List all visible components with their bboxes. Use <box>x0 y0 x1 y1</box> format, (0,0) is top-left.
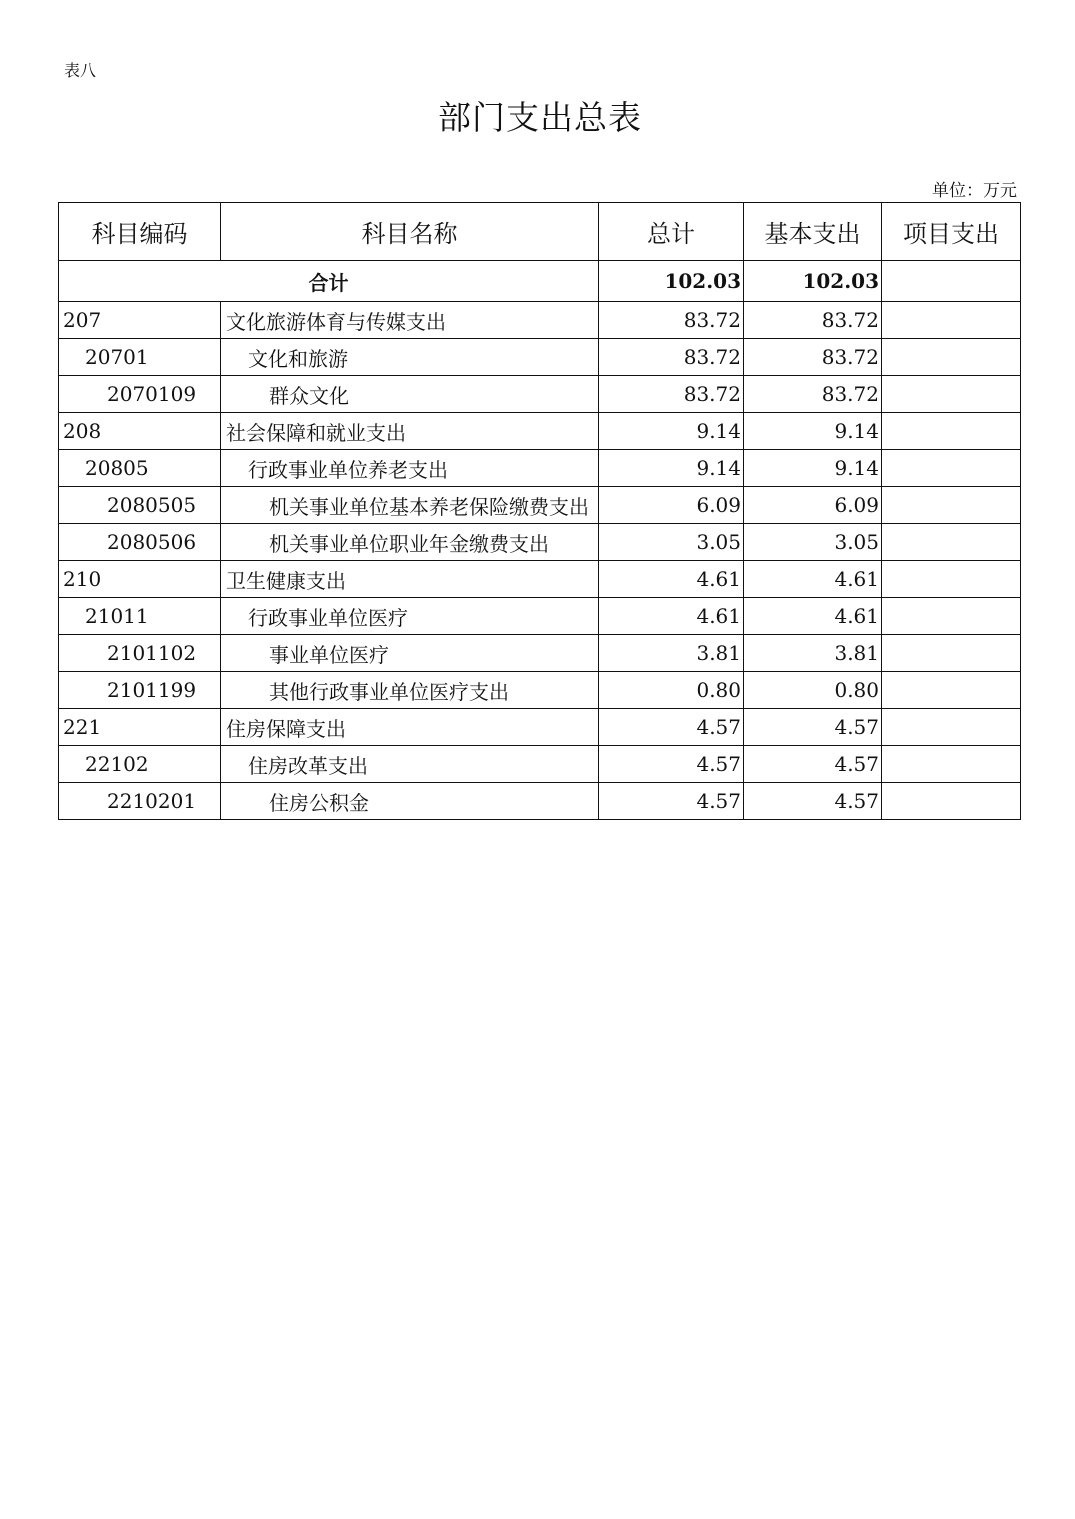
table-row <box>59 598 1021 635</box>
row-total: 4.57 <box>599 709 744 746</box>
row-basic: 3.81 <box>744 635 882 672</box>
row-total: 0.80 <box>599 672 744 709</box>
row-basic: 4.57 <box>744 783 882 820</box>
row-code: 2210201 <box>59 783 221 820</box>
row-total: 9.14 <box>599 413 744 450</box>
row-name: 住房改革支出 <box>221 746 599 783</box>
total-basic: 102.03 <box>744 261 882 302</box>
table-row <box>59 413 1021 450</box>
row-project <box>882 302 1021 339</box>
row-name: 其他行政事业单位医疗支出 <box>221 672 599 709</box>
col-header-project: 项目支出 <box>882 203 1021 261</box>
row-project <box>882 561 1021 598</box>
row-total: 4.61 <box>599 598 744 635</box>
row-basic: 4.61 <box>744 598 882 635</box>
row-total: 3.05 <box>599 524 744 561</box>
row-project <box>882 635 1021 672</box>
row-basic: 4.57 <box>744 746 882 783</box>
row-name: 行政事业单位医疗 <box>221 598 599 635</box>
row-total: 83.72 <box>599 302 744 339</box>
row-code: 2101199 <box>59 672 221 709</box>
row-name: 文化旅游体育与传媒支出 <box>221 302 599 339</box>
row-total: 4.57 <box>599 783 744 820</box>
row-total: 9.14 <box>599 450 744 487</box>
row-basic: 83.72 <box>744 376 882 413</box>
row-project <box>882 376 1021 413</box>
row-basic: 83.72 <box>744 302 882 339</box>
row-basic: 4.61 <box>744 561 882 598</box>
row-code: 2070109 <box>59 376 221 413</box>
row-code: 20701 <box>59 339 221 376</box>
row-code: 2101102 <box>59 635 221 672</box>
table-id: 表八 <box>64 61 97 80</box>
table-row <box>59 746 1021 783</box>
row-basic: 83.72 <box>744 339 882 376</box>
table-row <box>59 487 1021 524</box>
row-name: 行政事业单位养老支出 <box>221 450 599 487</box>
row-basic: 0.80 <box>744 672 882 709</box>
row-name: 群众文化 <box>221 376 599 413</box>
row-name: 社会保障和就业支出 <box>221 413 599 450</box>
row-project <box>882 598 1021 635</box>
expenditure-table <box>58 202 1021 820</box>
total-label: 合计 <box>59 261 599 302</box>
table-row <box>59 672 1021 709</box>
col-header-total: 总计 <box>599 203 744 261</box>
row-basic: 4.57 <box>744 709 882 746</box>
row-name: 事业单位医疗 <box>221 635 599 672</box>
col-header-code: 科目编码 <box>59 203 221 261</box>
row-project <box>882 413 1021 450</box>
row-code: 210 <box>59 561 221 598</box>
row-name: 卫生健康支出 <box>221 561 599 598</box>
row-total: 6.09 <box>599 487 744 524</box>
row-code: 207 <box>59 302 221 339</box>
row-total: 4.57 <box>599 746 744 783</box>
row-code: 2080505 <box>59 487 221 524</box>
row-project <box>882 746 1021 783</box>
row-name: 文化和旅游 <box>221 339 599 376</box>
table-row <box>59 524 1021 561</box>
row-basic: 3.05 <box>744 524 882 561</box>
row-code: 21011 <box>59 598 221 635</box>
row-total: 4.61 <box>599 561 744 598</box>
row-project <box>882 339 1021 376</box>
total-sum: 102.03 <box>599 261 744 302</box>
row-code: 2080506 <box>59 524 221 561</box>
table-row <box>59 339 1021 376</box>
row-name: 机关事业单位基本养老保险缴费支出 <box>221 487 599 524</box>
total-row <box>59 261 1021 302</box>
row-project <box>882 450 1021 487</box>
row-project <box>882 524 1021 561</box>
row-total: 83.72 <box>599 376 744 413</box>
col-header-name: 科目名称 <box>221 203 599 261</box>
col-header-basic: 基本支出 <box>744 203 882 261</box>
table-row <box>59 450 1021 487</box>
row-basic: 6.09 <box>744 487 882 524</box>
row-code: 22102 <box>59 746 221 783</box>
row-project <box>882 672 1021 709</box>
unit-label: 单位：万元 <box>932 181 1017 201</box>
table-row <box>59 709 1021 746</box>
row-name: 机关事业单位职业年金缴费支出 <box>221 524 599 561</box>
row-name: 住房公积金 <box>221 783 599 820</box>
row-project <box>882 709 1021 746</box>
table-row <box>59 635 1021 672</box>
row-name: 住房保障支出 <box>221 709 599 746</box>
table-row <box>59 561 1021 598</box>
page-title: 部门支出总表 <box>438 98 642 137</box>
table-row <box>59 783 1021 820</box>
row-code: 208 <box>59 413 221 450</box>
total-project <box>882 261 1021 302</box>
row-project <box>882 783 1021 820</box>
table-row <box>59 302 1021 339</box>
row-total: 83.72 <box>599 339 744 376</box>
row-project <box>882 487 1021 524</box>
row-basic: 9.14 <box>744 450 882 487</box>
table-row <box>59 376 1021 413</box>
header-row <box>59 203 1021 261</box>
row-code: 221 <box>59 709 221 746</box>
row-code: 20805 <box>59 450 221 487</box>
row-basic: 9.14 <box>744 413 882 450</box>
row-total: 3.81 <box>599 635 744 672</box>
